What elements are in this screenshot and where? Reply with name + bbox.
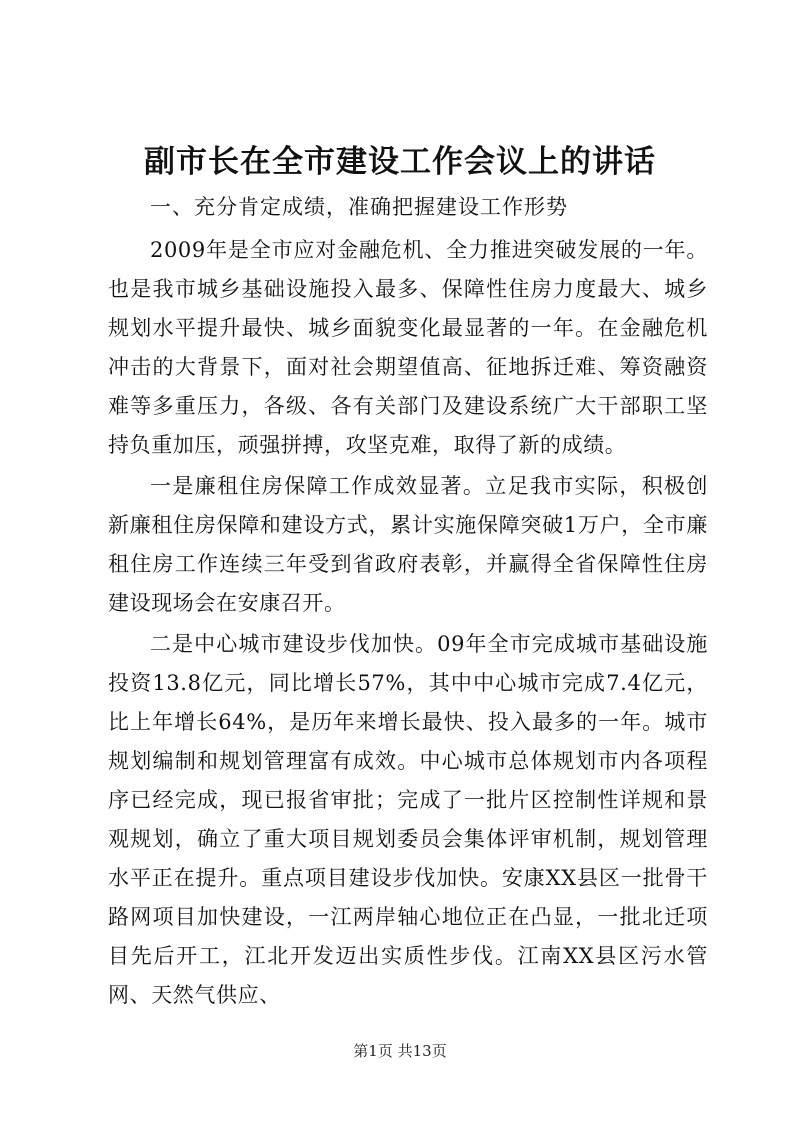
document-title: 副市长在全市建设工作会议上的讲话 <box>144 144 656 180</box>
section-heading: 一、充分肯定成绩，准确把握建设工作形势 <box>150 195 568 219</box>
document-body <box>108 188 708 1015</box>
page-footer: 第1页 共13页 <box>353 1042 447 1060</box>
paragraph-housing: 一是廉租住房保障工作成效显著。立足我市实际，积极创新廉租住房保障和建设方式，累计实施保障突破1万户，全市廉租住房工作连续三年受到省政府表彰，并赢得全省保障性住房建设现场会在安康召开。 <box>108 474 708 615</box>
paragraph-intro: 2009年是全市应对金融危机、全力推进突破发展的一年。也是我市城乡基础设施投入最多、保障性住房力度最大、城乡规划水平提升最快、城乡面貌变化最显著的一年。在金融危机冲击的大背景下，面对社会期望值高、征地拆迁难、筹资融资难等多重压力，各级、各有关部门及建设系统广大干部职工坚持负重加压，顽强拼搏，攻坚克难，取得了新的成绩。 <box>108 238 708 457</box>
paragraph-city-construction: 二是中心城市建设步伐加快。09年全市完成城市基础设施投资13.8亿元，同比增长57%，其中中心城市完成7.4亿元，比上年增长64%，是历年来增长最快、投入最多的一年。城市规划编制和规划管理富有成效。中心城市总体规划市内各项程序已经完成，现已报省审批；完成了一批片区控制性详规和景观规划，确立了重大项目规划委员会集体评审机制，规划管理水平正在提升。重点项目建设步伐加快。安康XX县区一批骨干路网项目加快建设，一江两岸轴心地位正在凸显，一批北迁项目先后开工，江北开发迈出实质性步伐。江南XX县区污水管网、天然气供应、 <box>108 632 708 1007</box>
